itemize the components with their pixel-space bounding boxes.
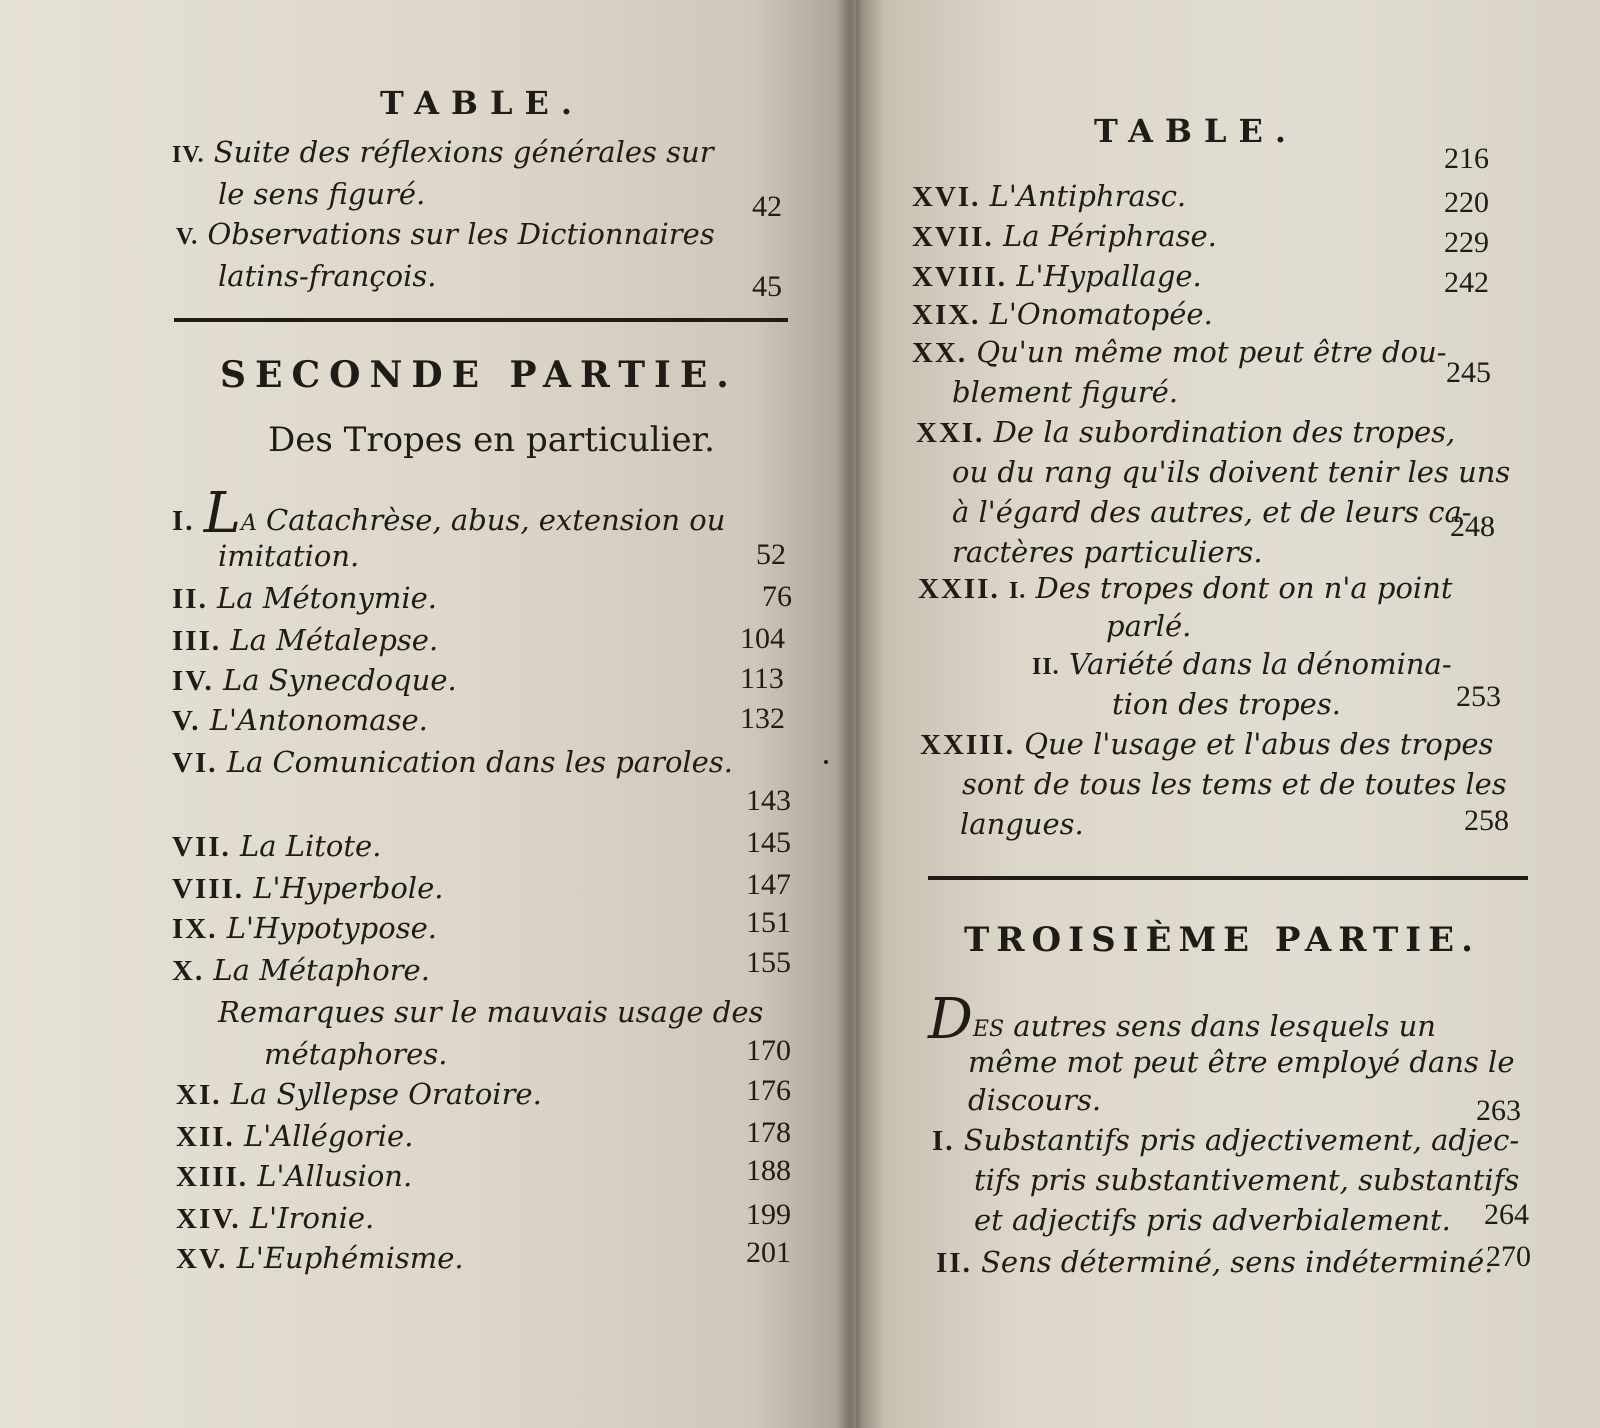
toc-entry	[916, 412, 1455, 453]
running-head: TABLE.	[1094, 112, 1298, 150]
entry-title: L'Allégorie.	[243, 1119, 414, 1153]
entry-page: 248	[1450, 510, 1495, 543]
entry-page: 132	[740, 702, 785, 735]
entry-title: La Litote.	[239, 829, 382, 863]
entry-number: V.	[176, 224, 199, 250]
entry-title-continued: blement figuré.	[952, 375, 1179, 409]
entry-title: L'Hyperbole.	[253, 871, 444, 905]
entry-title: Qu'un même mot peut être dou-	[976, 335, 1447, 369]
entry-page: 188	[746, 1154, 791, 1187]
entry-number: IV.	[172, 665, 214, 697]
entry-number: XIII.	[176, 1161, 249, 1193]
entry-title: L'Antonomase.	[209, 703, 428, 737]
entry-title: La Synecdoque.	[222, 663, 457, 697]
entry-subnumber: I.	[1008, 578, 1027, 604]
entry-title: Que l'usage et l'abus des tropes	[1024, 727, 1494, 761]
entry-number: XIX.	[912, 299, 981, 331]
entry-title-continued: langues.	[960, 807, 1084, 841]
entry-title: La Métonymie.	[217, 581, 437, 615]
entry-page: 199	[746, 1198, 791, 1231]
entry-title-continued: latins-françois.	[218, 259, 437, 293]
entry-number: II.	[936, 1247, 972, 1279]
entry-title: Sens déterminé, sens indéterminé.	[981, 1245, 1494, 1279]
small-cap: A	[240, 511, 257, 536]
entry-title-continued: ractères particuliers.	[952, 535, 1263, 569]
entry-title: L'Onomatopée.	[989, 297, 1213, 331]
entry-number: XX.	[912, 337, 968, 369]
toc-entry	[918, 568, 1453, 611]
entry-title: L'Euphémisme.	[236, 1241, 464, 1275]
small-cap: ES	[972, 1017, 1005, 1042]
entry-page: 201	[746, 1236, 791, 1269]
entry-number: I.	[932, 1125, 955, 1157]
toc-entry	[172, 132, 714, 175]
entry-title-continued: sont de tous les tems et de toutes les	[962, 767, 1507, 801]
part-heading: SECONDE PARTIE.	[220, 354, 738, 396]
entry-number: XI.	[176, 1079, 222, 1111]
entry-page: 178	[746, 1116, 791, 1149]
toc-entry	[912, 216, 1217, 257]
entry-title-continued: imitation.	[218, 539, 360, 573]
entry-title: Substantifs pris adjectivement, adjec-	[963, 1123, 1520, 1157]
drop-cap: D	[928, 987, 973, 1052]
entry-number: V.	[172, 705, 201, 737]
entry-number: XXIII.	[920, 729, 1015, 761]
entry-title: L'Hypotypose.	[226, 911, 437, 945]
entry-title: De la subordination des tropes,	[993, 415, 1456, 449]
toc-subentry	[1032, 644, 1452, 687]
entry-number: XVIII.	[912, 261, 1007, 293]
entry-page: 264	[1484, 1198, 1529, 1231]
toc-entry	[176, 214, 715, 257]
entry-page: 245	[1446, 356, 1491, 389]
entry-title: Observations sur les Dictionnaires	[207, 217, 715, 251]
entry-number: XXI.	[916, 417, 985, 449]
entry-title-continued: à l'égard des autres, et de leurs ca-	[952, 495, 1472, 529]
entry-number: X.	[172, 955, 205, 987]
entry-title: L'Ironie.	[249, 1201, 375, 1235]
toc-entry	[176, 1238, 464, 1279]
entry-subnumber: II.	[1032, 654, 1060, 680]
entry-number: XVI.	[912, 181, 981, 213]
entry-title: La Syllepse Oratoire.	[230, 1077, 542, 1111]
drop-cap: L	[203, 481, 241, 546]
entry-title-continued: le sens figuré.	[218, 177, 426, 211]
entry-page: 145	[746, 826, 791, 859]
entry-title-continued: discours.	[968, 1083, 1102, 1117]
entry-page: 176	[746, 1074, 791, 1107]
toc-entry	[172, 742, 733, 783]
horizontal-rule	[174, 318, 788, 322]
entry-title-continued: ou du rang qu'ils doivent tenir les uns	[952, 455, 1511, 489]
entry-page: 113	[740, 662, 784, 695]
entry-number: VII.	[172, 831, 231, 863]
entry-page: 242	[1444, 266, 1489, 299]
entry-number: XIV.	[176, 1203, 241, 1235]
entry-title: L'Allusion.	[257, 1159, 413, 1193]
entry-page: 42	[752, 190, 782, 223]
entry-page: 45	[752, 270, 782, 303]
toc-entry	[172, 660, 457, 701]
toc-entry	[176, 1156, 412, 1197]
entry-number: XV.	[176, 1243, 228, 1275]
entry-number: VI.	[172, 747, 218, 779]
entry-title-continued: parlé.	[1106, 609, 1192, 643]
entry-title: Des tropes dont on n'a point	[1035, 571, 1453, 605]
ink-speck	[824, 760, 828, 764]
toc-entry	[172, 620, 438, 661]
entry-page: 143	[746, 784, 791, 817]
entry-title: La Comunication dans les paroles.	[226, 745, 733, 779]
entry-page: 263	[1476, 1094, 1521, 1127]
entry-remark: Remarques sur le mauvais usage des	[218, 995, 764, 1029]
running-head: TABLE.	[380, 84, 584, 122]
toc-entry	[932, 1120, 1519, 1161]
entry-page: 170	[746, 1034, 791, 1067]
entry-number: I.	[172, 505, 195, 537]
part-subheading: Des Tropes en particulier.	[268, 420, 715, 460]
entry-title: La Métaphore.	[213, 953, 430, 987]
entry-page: 229	[1444, 226, 1489, 259]
entry-page: 151	[746, 906, 791, 939]
entry-title-continued: tion des tropes.	[1112, 687, 1341, 721]
entry-number: XII.	[176, 1121, 235, 1153]
entry-number: VIII.	[172, 873, 245, 905]
toc-entry	[912, 332, 1447, 373]
entry-page: 76	[762, 580, 792, 613]
entry-title-continued: tifs pris substantivement, substantifs	[974, 1163, 1520, 1197]
entry-title: Catachrèse, abus, extension ou	[256, 503, 726, 537]
entry-page: 155	[746, 946, 791, 979]
entry-number: IX.	[172, 913, 218, 945]
entry-title: La Périphrase.	[1002, 219, 1217, 253]
toc-entry	[176, 1116, 413, 1157]
entry-remark-continued: métaphores.	[264, 1037, 448, 1071]
toc-entry	[176, 1198, 374, 1239]
entry-title: L'Antiphrasc.	[989, 179, 1187, 213]
toc-entry	[920, 724, 1493, 765]
toc-entry	[172, 826, 381, 867]
toc-entry	[172, 700, 428, 741]
toc-entry	[172, 578, 437, 619]
toc-entry	[176, 1074, 542, 1115]
toc-entry	[172, 908, 437, 949]
entry-title: Variété dans la dénomina-	[1068, 647, 1452, 681]
entry-page: 216	[1444, 142, 1489, 175]
horizontal-rule	[928, 876, 1528, 880]
toc-entry	[912, 176, 1186, 217]
entry-title: La Métalepse.	[230, 623, 439, 657]
entry-title-continued: et adjectifs pris adverbialement.	[974, 1203, 1451, 1237]
toc-entry	[912, 256, 1202, 297]
entry-page: 52	[756, 538, 786, 571]
entry-title: L'Hypallage.	[1016, 259, 1202, 293]
entry-page: 270	[1486, 1240, 1531, 1273]
entry-number: XXII.	[918, 573, 1000, 605]
entry-page: 147	[746, 868, 791, 901]
entry-title: Suite des réflexions générales sur	[213, 135, 714, 169]
toc-entry	[172, 868, 443, 909]
toc-entry	[912, 294, 1213, 335]
entry-page: 253	[1456, 680, 1501, 713]
right-page	[856, 0, 1600, 1428]
entry-number: III.	[172, 625, 222, 657]
entry-title-continued: même mot peut être employé dans le	[968, 1045, 1515, 1079]
book-gutter	[836, 0, 864, 1428]
entry-number: XVII.	[912, 221, 994, 253]
part-heading: TROISIÈME PARTIE.	[964, 920, 1480, 960]
toc-entry	[936, 1242, 1493, 1283]
entry-title: autres sens dans lesquels un	[1004, 1009, 1436, 1043]
entry-number: II.	[172, 583, 208, 615]
entry-page: 104	[740, 622, 785, 655]
toc-entry	[172, 950, 430, 991]
entry-page: 258	[1464, 804, 1509, 837]
entry-page: 220	[1444, 186, 1489, 219]
entry-number: IV.	[172, 142, 205, 168]
